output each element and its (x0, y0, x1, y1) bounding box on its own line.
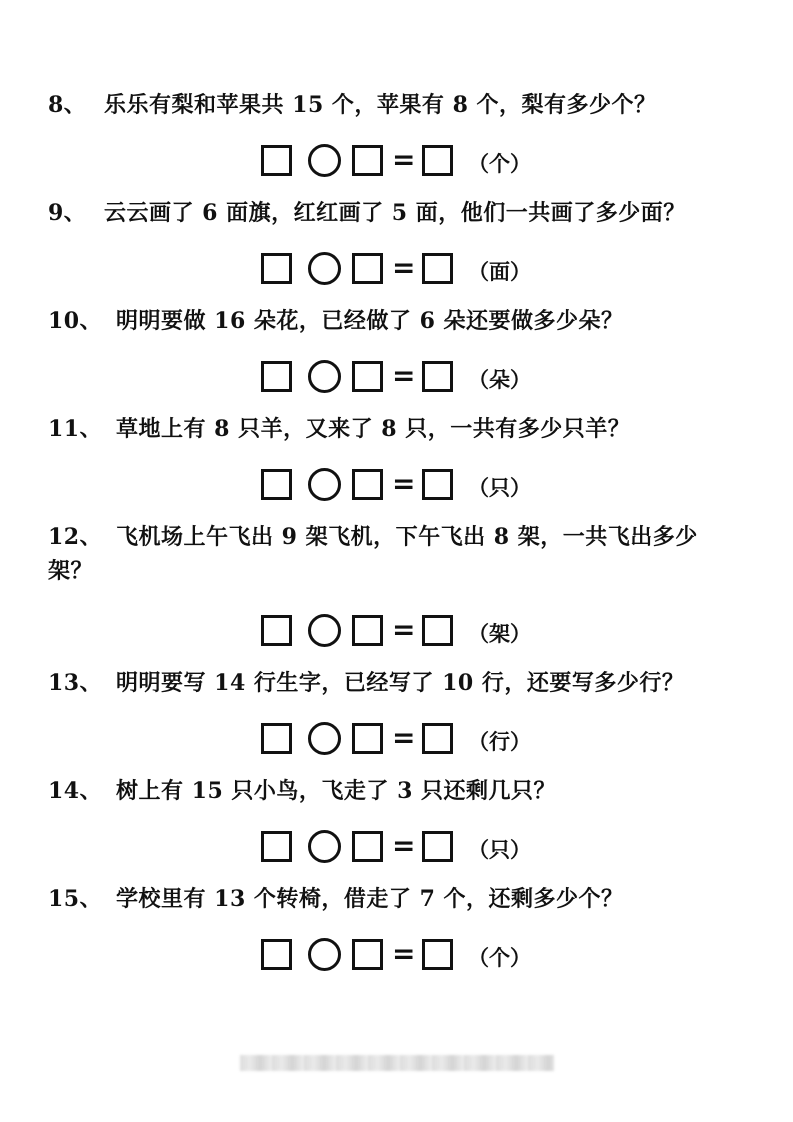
question-8 (48, 88, 657, 122)
question-12 (48, 520, 738, 588)
answer-box-2[interactable] (352, 253, 383, 284)
question-text: 树上有 15 只小鸟，飞走了 3 只还剩几只？ (116, 778, 557, 804)
question-number: 14、 (48, 778, 103, 804)
answer-equation-15 (261, 937, 541, 973)
answer-box-1[interactable] (261, 361, 292, 392)
question-number: 9、 (48, 200, 87, 226)
answer-box-result[interactable] (422, 723, 453, 754)
answer-box-result[interactable] (422, 253, 453, 284)
question-number: 11、 (48, 416, 103, 442)
answer-box-1[interactable] (261, 831, 292, 862)
unit-label: （面） (468, 259, 531, 284)
equals-sign: = (392, 613, 416, 646)
unit-label: （只） (468, 837, 531, 862)
answer-equation-10 (261, 359, 541, 395)
question-11 (48, 412, 630, 446)
question-text: 乐乐有梨和苹果共 15 个，苹果有 8 个，梨有多少个？ (104, 92, 657, 118)
answer-box-result[interactable] (422, 361, 453, 392)
answer-box-result[interactable] (422, 939, 453, 970)
answer-equation-14 (261, 829, 541, 865)
question-text: 明明要写 14 行生字，已经写了 10 行，还要写多少行？ (116, 670, 685, 696)
unit-label: （架） (468, 621, 531, 646)
equals-sign: = (392, 467, 416, 500)
unit-label: （朵） (468, 367, 531, 392)
equals-sign: = (392, 143, 416, 176)
equals-sign: = (392, 721, 416, 754)
answer-box-2[interactable] (352, 145, 383, 176)
question-14 (48, 774, 556, 808)
equals-sign: = (392, 829, 416, 862)
answer-equation-12 (261, 613, 541, 649)
blurred-footer-watermark (240, 1055, 554, 1071)
unit-label: （行） (468, 729, 531, 754)
question-text: 飞机场上午飞出 9 架飞机，下午飞出 8 架，一共飞出多少架？ (48, 524, 698, 584)
question-text: 明明要做 16 朵花，已经做了 6 朵还要做多少朵？ (116, 308, 624, 334)
question-10 (48, 304, 624, 338)
operator-circle[interactable] (308, 830, 341, 863)
unit-label: （个） (468, 945, 531, 970)
question-number: 10、 (48, 308, 103, 334)
question-text: 云云画了 6 面旗，红红画了 5 面，他们一共画了多少面？ (104, 200, 686, 226)
answer-box-2[interactable] (352, 831, 383, 862)
answer-box-2[interactable] (352, 723, 383, 754)
question-13 (48, 666, 684, 700)
answer-box-1[interactable] (261, 615, 292, 646)
question-15 (48, 882, 624, 916)
operator-circle[interactable] (308, 614, 341, 647)
question-number: 8、 (48, 92, 87, 118)
answer-box-result[interactable] (422, 615, 453, 646)
answer-box-2[interactable] (352, 361, 383, 392)
operator-circle[interactable] (308, 722, 341, 755)
equals-sign: = (392, 251, 416, 284)
answer-box-1[interactable] (261, 723, 292, 754)
answer-equation-11 (261, 467, 541, 503)
question-text: 学校里有 13 个转椅，借走了 7 个，还剩多少个？ (116, 886, 624, 912)
answer-box-1[interactable] (261, 145, 292, 176)
answer-box-1[interactable] (261, 469, 292, 500)
operator-circle[interactable] (308, 144, 341, 177)
answer-box-2[interactable] (352, 469, 383, 500)
operator-circle[interactable] (308, 938, 341, 971)
operator-circle[interactable] (308, 252, 341, 285)
unit-label: （个） (468, 151, 531, 176)
answer-box-result[interactable] (422, 145, 453, 176)
question-number: 13、 (48, 670, 103, 696)
question-number: 15、 (48, 886, 103, 912)
operator-circle[interactable] (308, 468, 341, 501)
question-text: 草地上有 8 只羊，又来了 8 只，一共有多少只羊？ (116, 416, 631, 442)
answer-equation-13 (261, 721, 541, 757)
equals-sign: = (392, 937, 416, 970)
unit-label: （只） (468, 475, 531, 500)
answer-box-1[interactable] (261, 939, 292, 970)
answer-box-2[interactable] (352, 615, 383, 646)
question-number: 12、 (48, 524, 103, 550)
equals-sign: = (392, 359, 416, 392)
answer-equation-9 (261, 251, 541, 287)
answer-box-1[interactable] (261, 253, 292, 284)
answer-box-2[interactable] (352, 939, 383, 970)
operator-circle[interactable] (308, 360, 341, 393)
answer-box-result[interactable] (422, 469, 453, 500)
answer-equation-8 (261, 143, 541, 179)
answer-box-result[interactable] (422, 831, 453, 862)
question-9 (48, 196, 686, 230)
